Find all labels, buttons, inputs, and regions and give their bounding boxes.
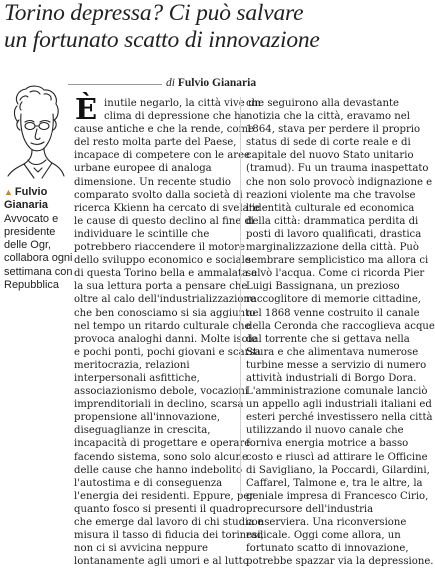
article-line: non ci si avvicina neppure <box>74 543 208 555</box>
author-bio-line: Repubblica <box>4 279 60 292</box>
article-line: di questa Torino bella e ammalata e <box>74 268 258 280</box>
article-line: l'energia dei residenti. Eppure, per <box>74 490 255 502</box>
article-line: che seguirono alla devastante <box>246 98 400 109</box>
article-line: radicale. Oggi come allora, un <box>246 530 401 542</box>
article-line: della Ceronda che raccoglieva acque <box>246 320 435 332</box>
article-line: potrebbero riaccendere il motore <box>74 242 245 254</box>
author-bio-line: delle Ogr, <box>4 239 52 252</box>
article-line: le cause di questo declino al fine di <box>74 215 255 227</box>
article-line: forniva energia motrice a basso <box>246 438 409 450</box>
article-line: Caffarel, Talmone e, tra le altre, la <box>246 477 423 489</box>
article-line: dimensione. Un recente studio <box>74 176 231 188</box>
article-line: diseguaglianze in crescita, <box>74 425 211 437</box>
article-line: precursore dell'industria <box>246 503 374 515</box>
article-line: e pochi ponti, pochi giovani e scarsa <box>74 346 261 358</box>
article-line: incapace di competere con le aree <box>74 150 251 162</box>
author-bio-line: presidente <box>4 225 56 238</box>
article-line: conserviera. Una riconversione <box>246 517 407 528</box>
article-line: misura il tasso di fiducia dei torinesi, <box>74 530 264 542</box>
byline <box>166 77 398 89</box>
article-line: provoca analoghi danni. Molte isole <box>74 333 257 345</box>
article-line: costo e riuscì ad attirare le Officine <box>246 451 428 463</box>
article-line: sembrare semplicistico ma allora ci <box>246 255 429 267</box>
article-line: L'amministrazione comunale lanciò <box>246 386 428 398</box>
article-line: status di sede di corte reale e di <box>246 137 411 149</box>
article-line: ricerca Kkienn ha cercato di svelare <box>74 202 260 214</box>
article-line: marginalizzazione della città. Può <box>246 242 419 254</box>
article-line: clima di depressione che ha <box>104 111 247 123</box>
headline-line-2: un fortunato scatto di innovazione <box>4 27 320 53</box>
column-divider <box>240 97 241 497</box>
article-line: un appello agli industriali italiani ed <box>246 399 432 411</box>
article-line: individuare le scintille che <box>74 228 210 240</box>
article-line: 1864, stava per perdere il proprio <box>246 124 421 136</box>
article-line: lontanamente agli umori e al lutto <box>74 556 249 568</box>
article-column-1 <box>74 92 264 568</box>
headline-line-1: Torino depressa? Ci può salvare <box>4 0 304 26</box>
article-line: utilizzando il nuovo canale che <box>246 425 404 437</box>
article-line: associazionismo debole, vocazioni <box>74 386 249 398</box>
article-line: di Savigliano, la Poccardi, Gilardini, <box>246 464 430 476</box>
article-line: che ben conosciamo si sia aggiunto <box>74 307 256 319</box>
triangle-marker-icon: ▲ <box>4 187 13 197</box>
article-line: geniale impresa di Francesco Cirio, <box>246 490 429 502</box>
article-line: turbine messe a servizio di numero <box>246 359 427 371</box>
article-column-2 <box>246 97 435 568</box>
author-name-line-1: ▲ Fulvio <box>4 186 48 198</box>
article-line: la sua lettura porta a pensare che <box>74 281 248 293</box>
article-line: nel 1868 venne costruito il canale <box>246 307 420 319</box>
byline-author: Fulvio Gianaria <box>177 77 257 89</box>
article-line: capitale del nuovo Stato unitario <box>246 150 414 162</box>
article-line: dal torrente che si gettava nella <box>246 333 410 345</box>
article-line: dello sviluppo economico e sociale <box>74 255 251 267</box>
article-line: quanto fosco si presenti il quadro <box>74 503 246 515</box>
article-line: della città: drammatica perdita di <box>246 215 419 227</box>
article-line: meritocrazia, relazioni <box>74 359 190 371</box>
drop-cap: È <box>75 92 98 126</box>
author-box <box>4 186 73 292</box>
article-line: salvò l'acqua. Come ci ricorda Pier <box>246 268 425 280</box>
article-line: che emerge dal lavoro di chi studia e <box>74 517 264 528</box>
author-bio-line: collabora ogni <box>4 252 73 265</box>
article-line: (tramud). Fu un trauma inaspettato <box>246 163 429 175</box>
author-bio <box>4 212 73 293</box>
article-line: urbane europee di analoga <box>74 163 212 175</box>
article-line: esteri perché investissero nella città <box>246 412 433 424</box>
author-bio-line: settimana con <box>4 265 73 278</box>
article-line: l'autostima e di conseguenza <box>74 477 223 489</box>
article-line: posti di lavoro qualificati, drastica <box>246 228 422 240</box>
article-line: potrebbe spazzar via la depressione. <box>246 556 434 568</box>
article-line: reazioni violente ma che travolse <box>246 189 416 201</box>
article-line: notizia che la città, eravamo nel <box>246 111 410 123</box>
headline <box>4 0 400 54</box>
author-portrait-illustration <box>4 84 66 180</box>
article-line: del resto molta parte del Paese, <box>74 137 237 149</box>
byline-rule <box>68 84 162 85</box>
article-line: Luigi Bassignana, un prezioso <box>246 281 400 293</box>
article-line: facendo sistema, sono solo alcune <box>74 451 248 463</box>
article-line: raccoglitore di memorie cittadine, <box>246 294 421 306</box>
article-line: attività industriali di Borgo Dora. <box>246 372 417 384</box>
article-line: imprenditoriali in declino, scarsa <box>74 399 244 411</box>
article-line: delle cause che hanno indebolito <box>74 464 243 476</box>
article-line: che non solo provocò indignazione e <box>246 176 433 188</box>
article-line: incapacità di progettare e operare <box>74 438 251 450</box>
article-line: interpersonali asfittiche, <box>74 372 200 384</box>
article-line: fortunato scatto di innovazione, <box>246 543 409 555</box>
article-line: cause antiche e che la rende, come <box>74 124 255 136</box>
article-line: inutile negarlo, la città vive un <box>104 98 261 109</box>
article-line: nel tempo un ritardo culturale che <box>74 320 251 332</box>
article-line: comparato svolto dalla società di <box>74 189 243 201</box>
author-name-line-2: Gianaria <box>4 199 49 212</box>
article-line: l'identità culturale ed economica <box>246 202 415 214</box>
byline-prefix: di <box>166 77 175 89</box>
article-line: propensione all'innovazione, <box>74 412 221 424</box>
author-bio-line: Avvocato e <box>4 212 59 225</box>
article-line: oltre al calo dell'industrializzazione <box>74 294 256 306</box>
article-line: Stura e che alimentava numerose <box>246 346 419 358</box>
